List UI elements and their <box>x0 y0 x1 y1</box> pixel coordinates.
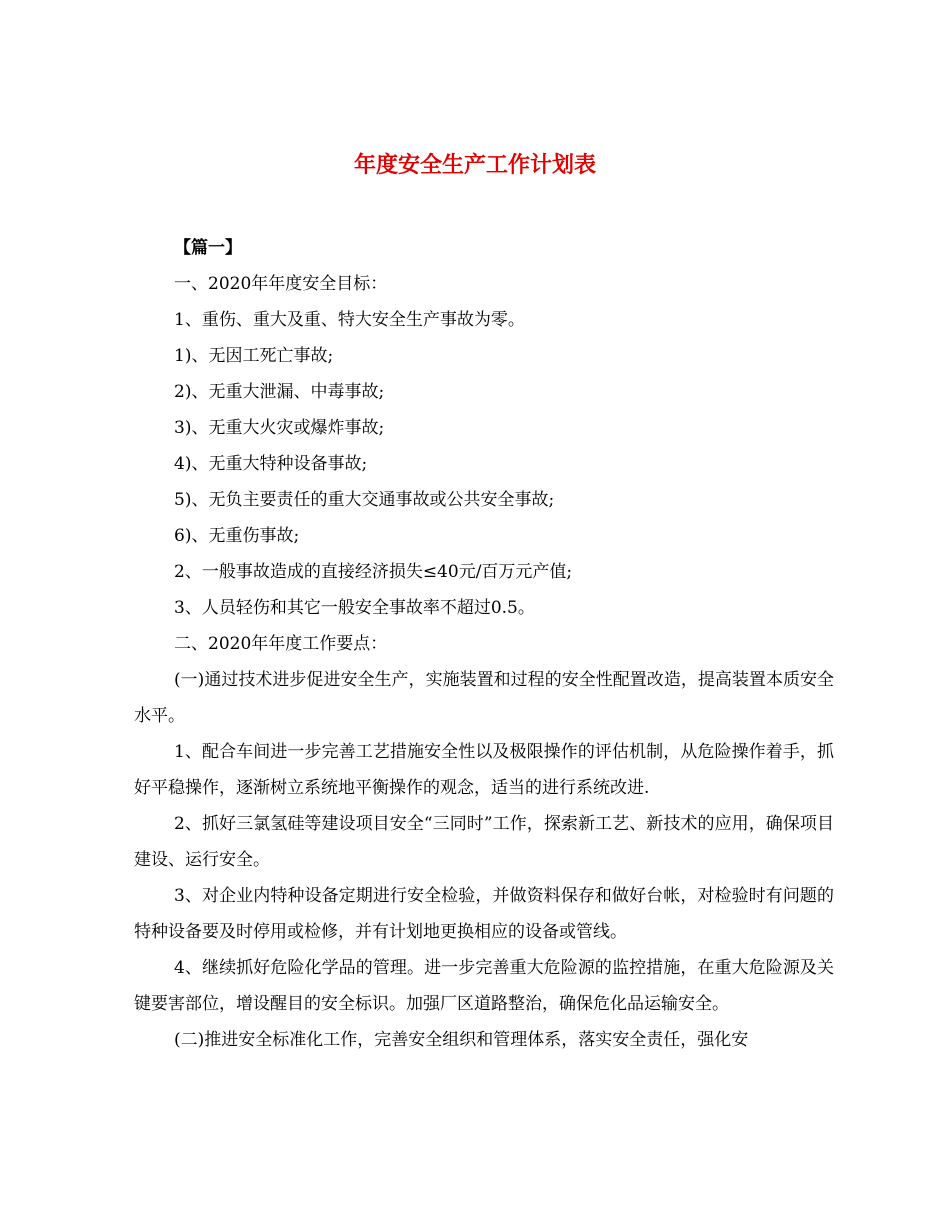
target-subitem: 3)、无重大火灾或爆炸事故; <box>174 418 385 438</box>
work-points-heading: 二、2020年年度工作要点： <box>174 634 388 654</box>
document-body <box>134 230 834 1058</box>
work-point-paragraph: 1、配合车间进一步完善工艺措施安全性以及极限操作的评估机制，从危险操作着手，抓好平稳操作，逐渐树立系统地平衡操作的观念，适当的进行系统改进. <box>134 742 834 798</box>
work-point-paragraph: 4、继续抓好危险化学品的管理。进一步完善重大危险源的监控措施，在重大危险源及关键要害部位，增设醒目的安全标识。加强厂区道路整治，确保危化品运输安全。 <box>134 958 834 1014</box>
work-point-paragraph: (一)通过技术进步促进安全生产，实施装置和过程的安全性配置改造，提高装置本质安全水平。 <box>134 670 834 726</box>
work-point-paragraph: (二)推进安全标准化工作，完善安全组织和管理体系，落实安全责任，强化安 <box>174 1030 749 1050</box>
target-subitem: 6)、无重伤事故; <box>174 526 300 546</box>
section-label: 【篇一】 <box>174 238 242 258</box>
target-item: 3、人员轻伤和其它一般安全事故率不超过0.5。 <box>174 598 535 618</box>
target-heading: 一、2020年年度安全目标： <box>174 274 388 294</box>
target-subitem: 2)、无重大泄漏、中毒事故; <box>174 382 385 402</box>
target-subitem: 1)、无因工死亡事故; <box>174 346 334 366</box>
target-item: 1、重伤、重大及重、特大安全生产事故为零。 <box>174 310 525 330</box>
target-item: 2、一般事故造成的直接经济损失≤40元/百万元产值; <box>174 562 573 582</box>
target-subitem: 5)、无负主要责任的重大交通事故或公共安全事故; <box>174 490 555 510</box>
document-title: 年度安全生产工作计划表 <box>353 152 596 178</box>
target-subitem: 4)、无重大特种设备事故; <box>174 454 368 474</box>
work-point-paragraph: 2、抓好三氯氢硅等建设项目安全“三同时”工作，探索新工艺、新技术的应用，确保项目建设、运行安全。 <box>134 814 834 870</box>
work-point-paragraph: 3、对企业内特种设备定期进行安全检验，并做资料保存和做好台帐，对检验时有问题的特种设备要及时停用或检修，并有计划地更换相应的设备或管线。 <box>134 886 834 942</box>
